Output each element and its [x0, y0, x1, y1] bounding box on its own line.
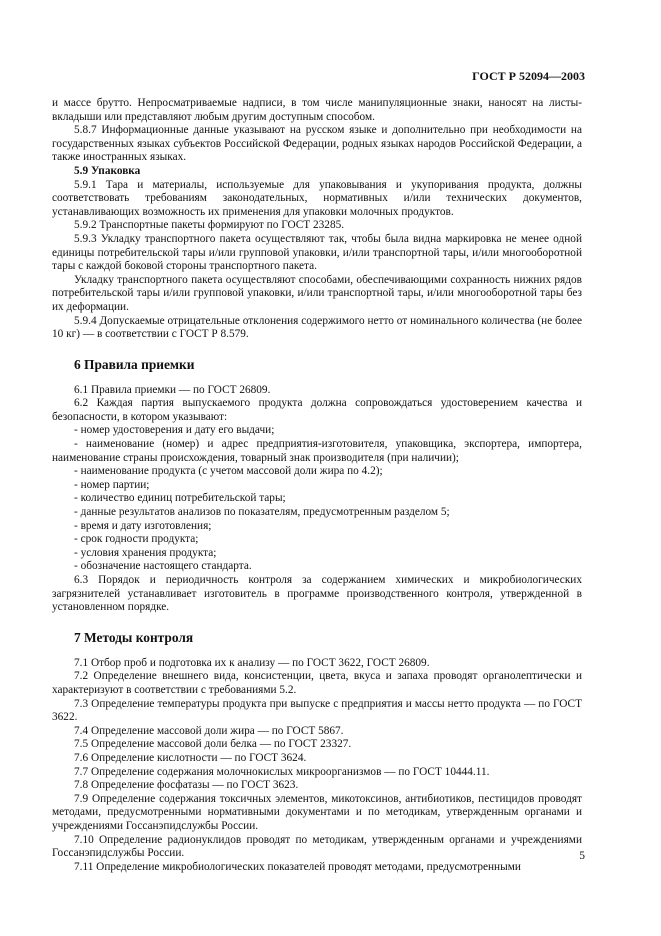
list-item: - время и дату изготовления;	[74, 519, 212, 532]
paragraph-5-8-7: 5.8.7 Информационные данные указывают на русском языке и дополнительно при необходимости на государственных языках субъектов Российской Федерации, родных языках народов Российской Федерации, а также иностранных языках.	[52, 124, 582, 164]
list-item: - обозначение настоящего стандарта.	[74, 560, 252, 573]
paragraph-5-9-3-cont: Укладку транспортного пакета осуществляют способами, обеспечивающими сохранность нижних рядов потребительской тары и/или групповой упаковки, и/или транспортной тары, и/или многооборотной тары без их деформации.	[52, 273, 582, 313]
paragraph-7-8: 7.8 Определение фосфатазы — по ГОСТ 3623.	[74, 779, 299, 792]
paragraph-5-9-4: 5.9.4 Допускаемые отрицательные отклонения содержимого нетто от номинального количества (не более 10 кг) — в соответствии с ГОСТ Р 8.579.	[52, 314, 582, 341]
paragraph-7-9: 7.9 Определение содержания токсичных элементов, микотоксинов, антибиотиков, пестицидов проводят методами, предусмотренными нормативными документами и по методикам, утвержденным органами и учреждениями Госсанэпидслужбы России.	[52, 792, 582, 832]
paragraph-5-9-3: 5.9.3 Укладку транспортного пакета осуществляют так, чтобы была видна маркировка не менее одной единицы потребительской тары и/или групповой упаковки, и/или транспортной тары, и/или многооборотной тары с каждой боковой стороны транспортного пакета.	[52, 232, 582, 273]
paragraph-5-9-2: 5.9.2 Транспортные пакеты формируют по ГОСТ 23285.	[74, 219, 345, 232]
list-item: - номер удостоверения и дату его выдачи;	[74, 424, 275, 437]
paragraph-7-1: 7.1 Отбор проб и подготовка их к анализу — по ГОСТ 3622, ГОСТ 26809.	[74, 656, 430, 669]
paragraph-6-2: 6.2 Каждая партия выпускаемого продукта должна сопровождаться удостоверением качества и безопасности, в котором указывают:	[52, 397, 582, 423]
paragraph-7-4: 7.4 Определение массовой доли жира — по ГОСТ 5867.	[74, 724, 344, 737]
list-item: - срок годности продукта;	[74, 533, 199, 546]
list-item: - наименование (номер) и адрес предприятия-изготовителя, упаковщика, экспортера, импортера, наименование страны происхождения, товарный знак производителя (при наличии);	[52, 438, 582, 464]
list-item: - номер партии;	[74, 478, 150, 491]
paragraph: и массе брутто. Непросматриваемые надписи, в том числе манипуляционные знаки, наносят на листы-вкладыши или представляют любым другим доступным способом.	[52, 97, 582, 123]
section-title-6: 6 Правила приемки	[74, 356, 195, 372]
list-item: - данные результатов анализов по показателям, предусмотренным разделом 5;	[74, 506, 450, 519]
paragraph-7-10: 7.10 Определение радионуклидов проводят по методикам, утвержденным органами и учреждениями Госсанэпидслужбы России.	[52, 833, 582, 860]
paragraph-6-1: 6.1 Правила приемки — по ГОСТ 26809.	[74, 383, 271, 396]
paragraph-7-5: 7.5 Определение массовой доли белка — по ГОСТ 23327.	[74, 738, 352, 751]
paragraph-7-11: 7.11 Определение микробиологических показателей проводят методами, предусмотренными	[74, 860, 521, 873]
paragraph-7-2: 7.2 Определение внешнего вида, консистенции, цвета, вкуса и запаха проводят органолептически и характеризуют в соответствии с требованиями 5.2.	[52, 670, 582, 696]
subsection-title-5-9: 5.9 Упаковка	[74, 164, 141, 177]
paragraph-7-6: 7.6 Определение кислотности — по ГОСТ 3624.	[74, 751, 307, 764]
paragraph-5-9-1: 5.9.1 Тара и материалы, используемые для упаковывания и укупоривания продукта, должны соответствовать требованиям законодательных, нормативных и/или технических документов, устанавливающих возможность их применения для упаковки молочных продуктов.	[52, 178, 582, 218]
page-number: 5	[579, 850, 585, 862]
document-header: ГОСТ Р 52094—2003	[472, 69, 585, 83]
list-item: - количество единиц потребительской тары;	[74, 492, 286, 505]
list-item: - наименование продукта (с учетом массовой доли жира по 4.2);	[74, 465, 383, 478]
paragraph-6-3: 6.3 Порядок и периодичность контроля за содержанием химических и микробиологических загрязнителей устанавливает изготовитель в программе производственного контроля, утвержденной в установленном порядке.	[52, 574, 582, 614]
section-title-7: 7 Методы контроля	[74, 629, 194, 645]
paragraph-7-7: 7.7 Определение содержания молочнокислых микроорганизмов — по ГОСТ 10444.11.	[74, 765, 490, 778]
requirements-list	[52, 424, 582, 574]
list-item: - условия хранения продукта;	[74, 546, 217, 559]
paragraph-7-3: 7.3 Определение температуры продукта при выпуске с предприятия и массы нетто продукта — по ГОСТ 3622.	[52, 697, 582, 724]
document-body	[52, 97, 582, 874]
